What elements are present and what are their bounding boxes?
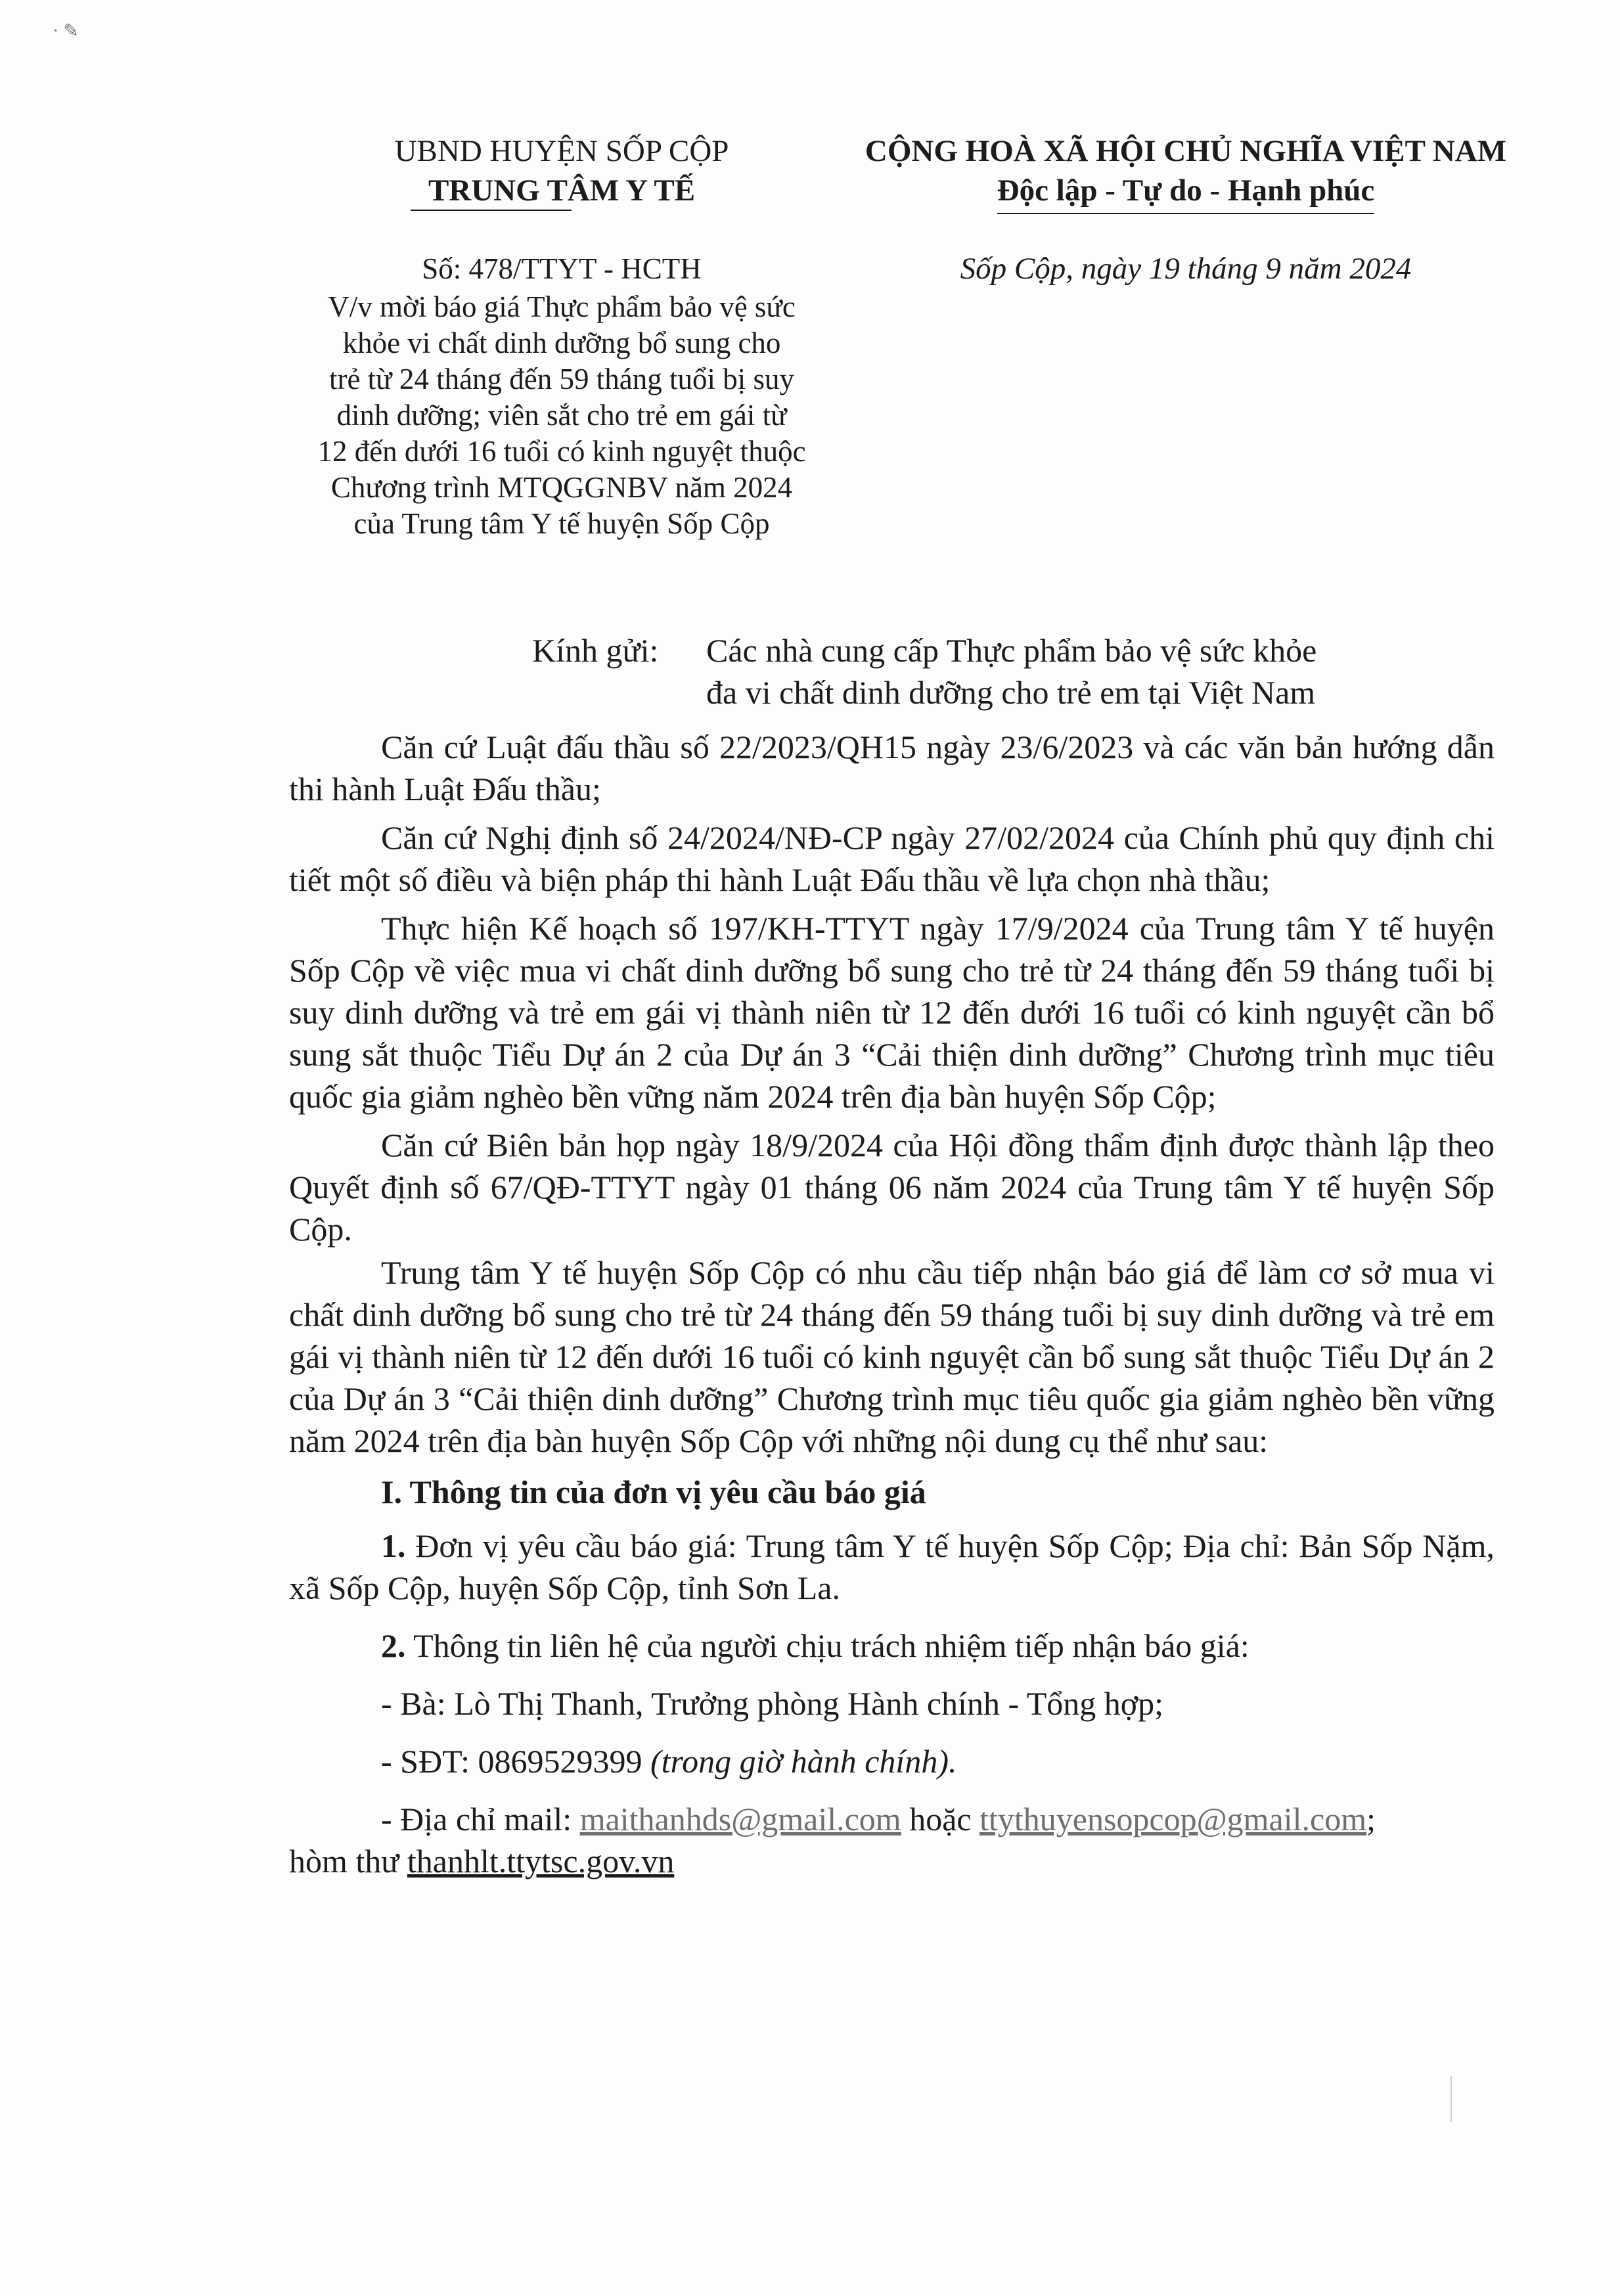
subject-line: Chương trình MTQGGNBV năm 2024 xyxy=(330,471,793,504)
section-heading: I. Thông tin của đơn vị yêu cầu báo giá xyxy=(381,1474,926,1510)
legal-basis-paragraph: Căn cứ Nghị định số 24/2024/NĐ-CP ngày 27/02/2024 của Chính phủ quy định chi tiết một số điều và biện pháp thi hành Luật Đấu thầu về lựa chọn nhà thầu; xyxy=(289,819,1495,898)
organization-name: TRUNG TÂM Y TẾ xyxy=(428,173,696,208)
recipient-line: Các nhà cung cấp Thực phẩm bảo vệ sức khỏe xyxy=(706,632,1317,669)
parent-organization: UBND HUYỆN SỐP CỘP xyxy=(394,134,729,168)
email-suffix: ; xyxy=(1366,1801,1376,1837)
nation-title: CỘNG HOÀ XÃ HỘI CHỦ NGHĨA VIỆT NAM xyxy=(865,134,1507,168)
document-subject xyxy=(246,289,877,542)
mailbox-link[interactable]: thanhlt.ttytsc.gov.vn xyxy=(407,1843,675,1880)
subject-line: 12 đến dưới 16 tuổi có kinh nguyệt thuộc xyxy=(317,435,806,468)
recipient-label: Kính gửi: xyxy=(532,632,659,669)
subject-line: trẻ từ 24 tháng đến 59 tháng tuổi bị suy xyxy=(328,363,795,395)
document-body xyxy=(289,726,1495,1898)
mailbox-label: hòm thư xyxy=(289,1843,399,1880)
subject-line: khỏe vi chất dinh dưỡng bổ sung cho xyxy=(342,326,781,359)
phone-number: - SĐT: 0869529399 xyxy=(381,1743,642,1780)
organization-underline xyxy=(411,210,572,211)
phone-note: (trong giờ hành chính). xyxy=(650,1743,957,1780)
email-label: - Địa chỉ mail: xyxy=(381,1801,572,1837)
plan-paragraph: Thực hiện Kế hoạch số 197/KH-TTYT ngày 17/9/2024 của Trung tâm Y tế huyện Sốp Cộp về việc mua vi chất dinh dưỡng bổ sung cho trẻ từ 24 tháng đến 59 tháng tuổi bị suy dinh dưỡng và trẻ em gái vị thành niên từ 12 đến dưới 16 tuổi có kinh nguyệt cần bổ sung sắt thuộc Tiểu Dự án 2 của Dự án 3 “Cải thiện dinh dưỡng” Chương trình mục tiêu quốc gia giảm nghèo bền vững năm 2024 trên địa bàn huyện Sốp Cộp; xyxy=(289,910,1495,1115)
minutes-paragraph: Căn cứ Biên bản họp ngày 18/9/2024 của Hội đồng thẩm định được thành lập theo Quyết định số 67/QĐ-TTYT ngày 01 tháng 06 năm 2024 của Trung tâm Y tế huyện Sốp Cộp. xyxy=(289,1127,1495,1248)
national-header xyxy=(841,131,1531,214)
legal-basis-paragraph: Căn cứ Luật đấu thầu số 22/2023/QH15 ngày 23/6/2023 và các văn bản hướng dẫn thi hành Luật Đấu thầu; xyxy=(289,729,1495,807)
recipient-line: đa vi chất dinh dưỡng cho trẻ em tại Việt Nam xyxy=(706,674,1316,711)
document-number: Số: 478/TTYT - HCTH xyxy=(422,252,702,285)
requester-info-item xyxy=(289,1525,1495,1609)
email-link-secondary[interactable]: ttythuyensopcop@gmail.com xyxy=(979,1801,1367,1837)
subject-line: dinh dưỡng; viên sắt cho trẻ em gái từ xyxy=(336,399,787,432)
contact-email xyxy=(289,1798,1495,1840)
item-number: 2. xyxy=(381,1627,406,1664)
issuer-header xyxy=(299,131,824,210)
contact-info-item xyxy=(289,1625,1495,1667)
issue-date: Sốp Cộp, ngày 19 tháng 9 năm 2024 xyxy=(960,252,1412,286)
request-paragraph: Trung tâm Y tế huyện Sốp Cộp có nhu cầu tiếp nhận báo giá để làm cơ sở mua vi chất dinh dưỡng bổ sung cho trẻ từ 24 tháng đến 59 tháng tuổi bị suy dinh dưỡng và trẻ em gái vị thành niên từ 12 đến dưới 16 tuổi có kinh nguyệt cần bổ sung sắt thuộc Tiểu Dự án 2 của Dự án 3 “Cải thiện dinh dưỡng” Chương trình mục tiêu quốc gia giảm nghèo bền vững năm 2024 trên địa bàn huyện Sốp Cộp với những nội dung cụ thể như sau: xyxy=(289,1254,1495,1459)
email-joiner: hoặc xyxy=(909,1801,972,1837)
contact-phone xyxy=(289,1740,1495,1782)
mailbox-line xyxy=(289,1840,1495,1882)
scan-margin-line xyxy=(1451,2076,1452,2122)
item-text: Đơn vị yêu cầu báo giá: Trung tâm Y tế huyện Sốp Cộp; Địa chỉ: Bản Sốp Nặm, xã Sốp Cộp, huyện Sốp Cộp, tỉnh Sơn La. xyxy=(289,1527,1495,1606)
scan-mark: · ✎ xyxy=(53,21,79,41)
subject-line: V/v mời báo giá Thực phẩm bảo vệ sức xyxy=(328,290,796,323)
item-text: Thông tin liên hệ của người chịu trách nhiệm tiếp nhận báo giá: xyxy=(413,1627,1249,1664)
national-motto: Độc lập - Tự do - Hạnh phúc xyxy=(997,171,1375,214)
item-number: 1. xyxy=(381,1527,406,1564)
contact-person: - Bà: Lò Thị Thanh, Trưởng phòng Hành chính - Tổng hợp; xyxy=(381,1685,1164,1722)
subject-line: của Trung tâm Y tế huyện Sốp Cộp xyxy=(353,507,770,540)
email-link-primary[interactable]: maithanhds@gmail.com xyxy=(579,1801,901,1837)
